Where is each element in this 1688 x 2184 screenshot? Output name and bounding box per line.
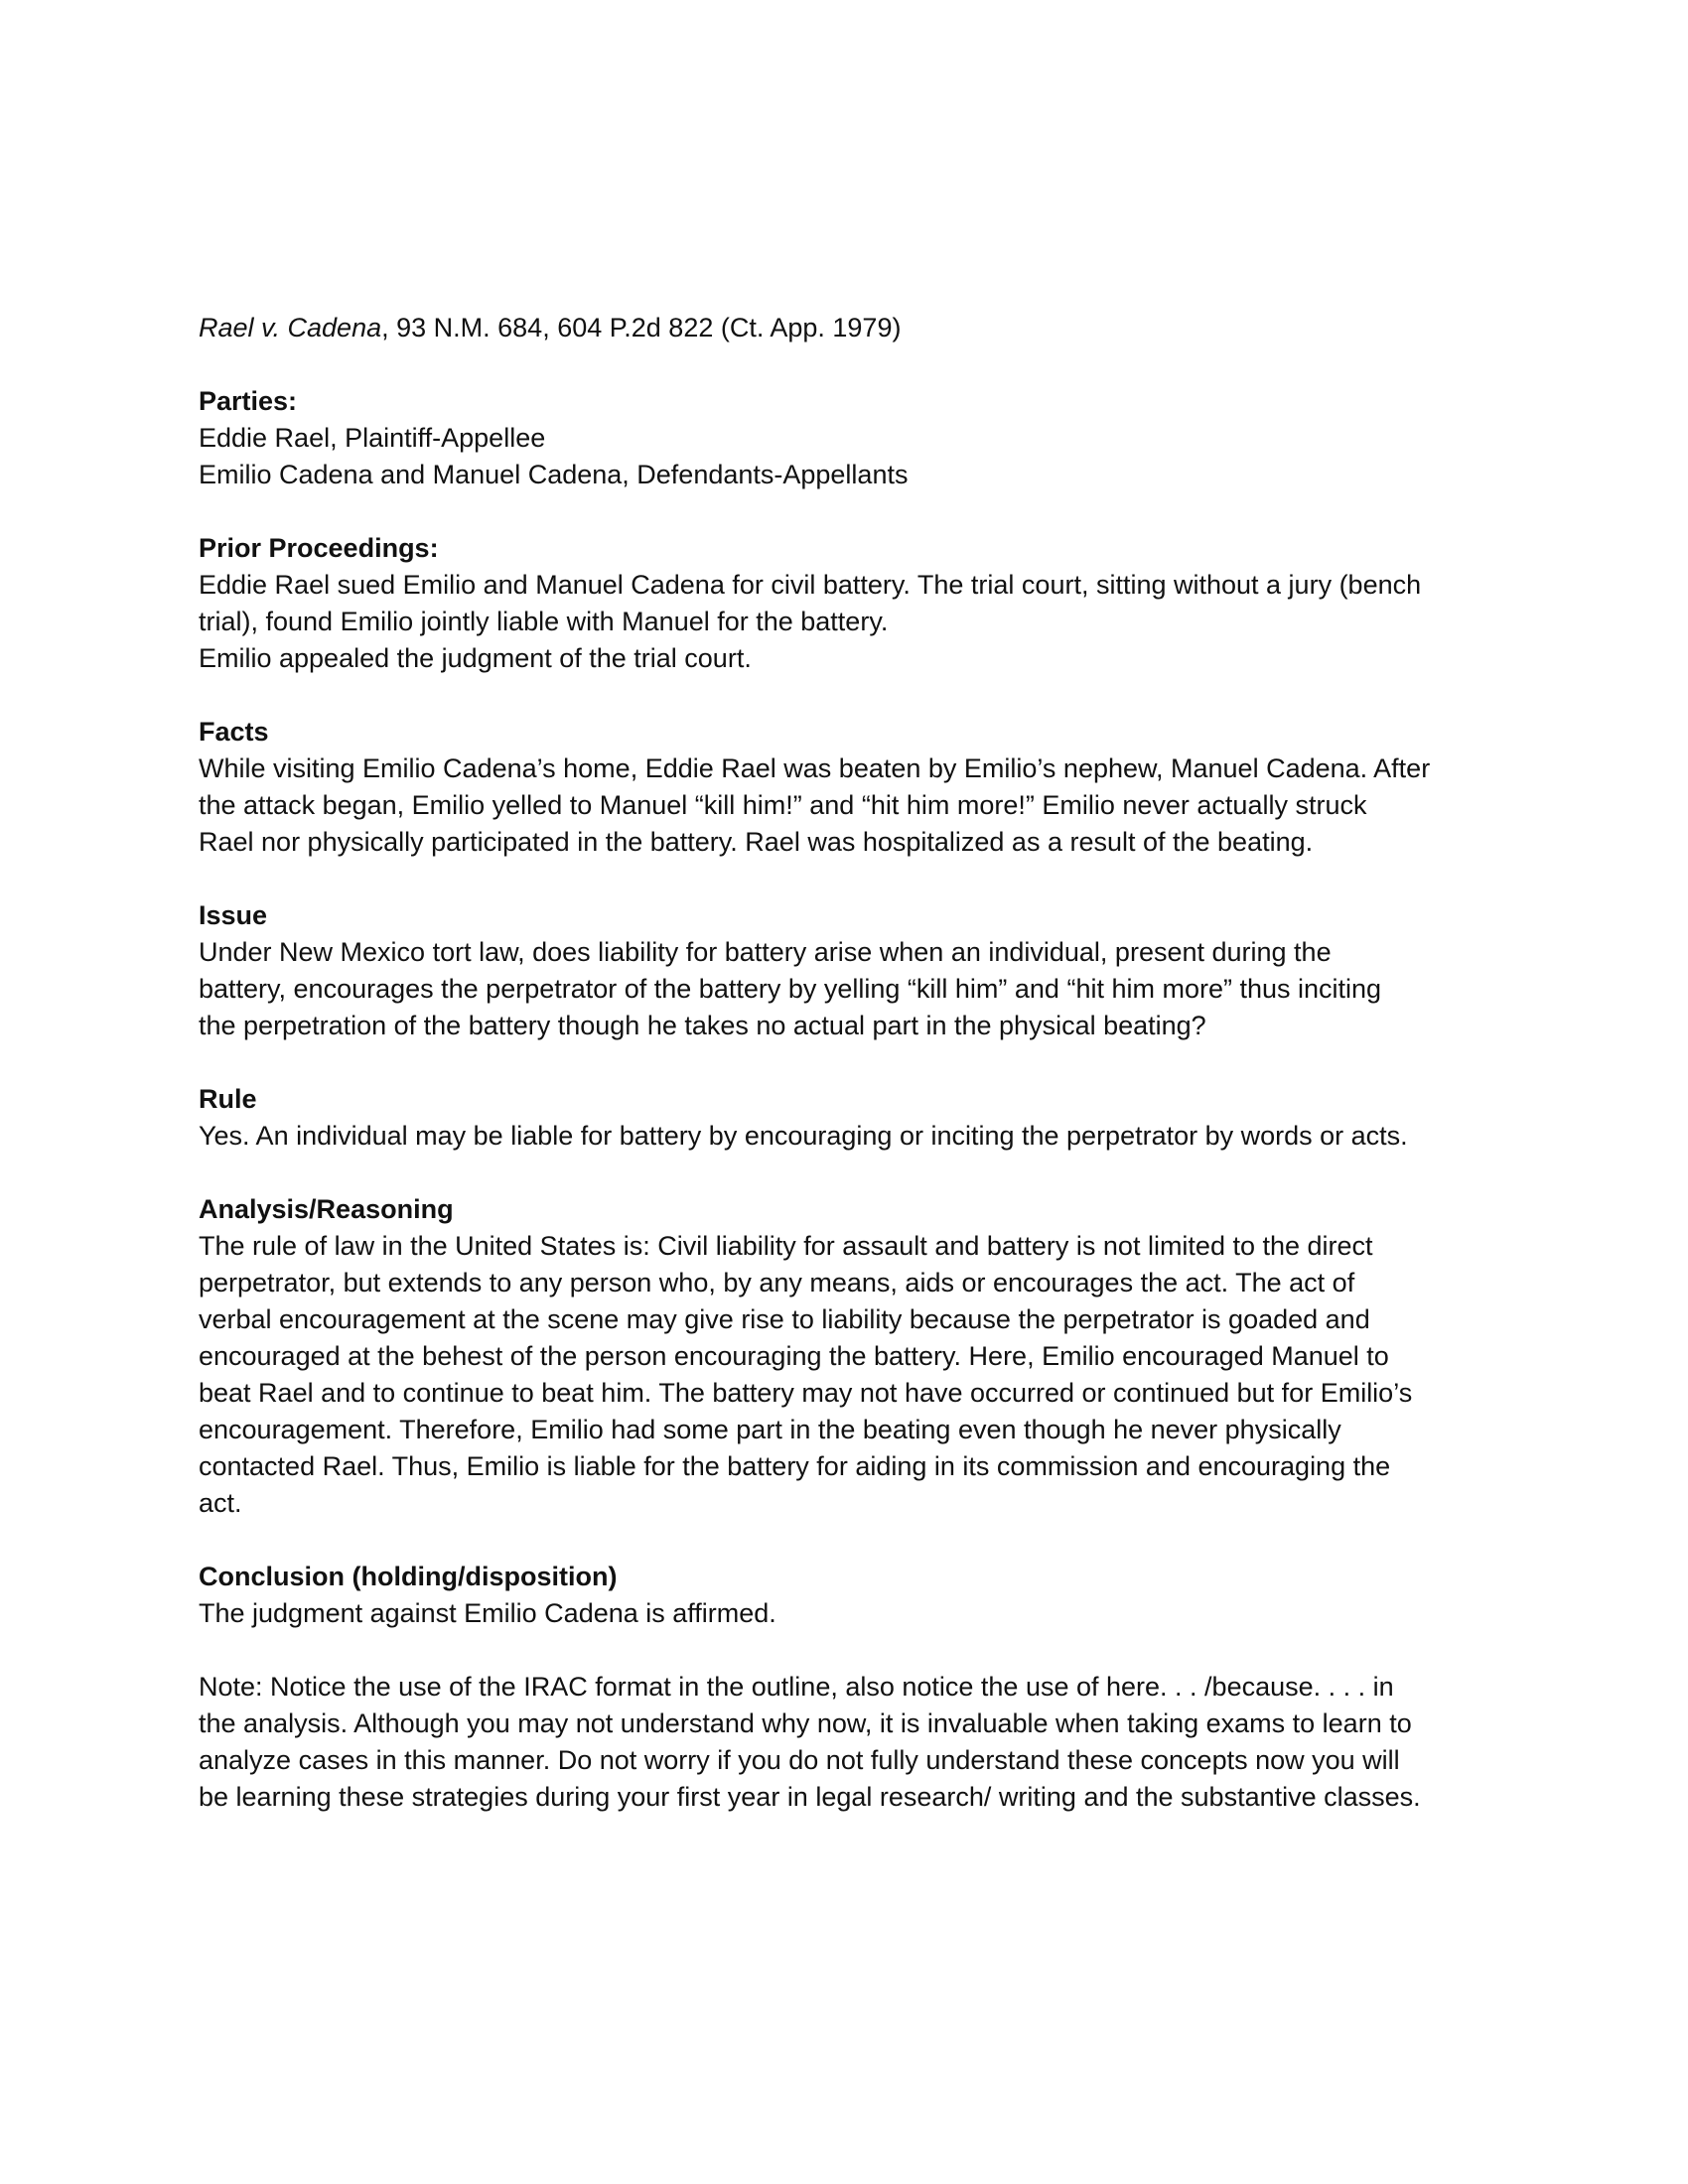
analysis-line: encouraged at the behest of the person encouraging the battery. Here, Emilio encouraged Manuel to (199, 1341, 1389, 1371)
rule-heading: Rule (199, 1084, 257, 1114)
note-section (199, 1669, 1489, 1816)
analysis-line: act. (199, 1488, 242, 1518)
conclusion-line: The judgment against Emilio Cadena is affirmed. (199, 1598, 776, 1628)
facts-heading: Facts (199, 717, 269, 747)
analysis-line: perpetrator, but extends to any person who, by any means, aids or encourages the act. The act of (199, 1268, 1355, 1297)
prior-proceedings-line: Emilio appealed the judgment of the trial court. (199, 643, 752, 673)
note-line: the analysis. Although you may not understand why now, it is invaluable when taking exams to learn to (199, 1708, 1412, 1738)
analysis-line: encouragement. Therefore, Emilio had some part in the beating even though he never physically (199, 1415, 1341, 1444)
rule-section (199, 1081, 1489, 1155)
issue-line: the perpetration of the battery though he takes no actual part in the physical beating? (199, 1011, 1206, 1040)
issue-section (199, 897, 1489, 1044)
parties-line: Emilio Cadena and Manuel Cadena, Defendants-Appellants (199, 460, 909, 489)
parties-heading: Parties: (199, 386, 298, 416)
analysis-section (199, 1191, 1489, 1522)
conclusion-section (199, 1559, 1489, 1632)
facts-section (199, 714, 1489, 861)
parties-section (199, 383, 1489, 493)
issue-heading: Issue (199, 900, 268, 930)
analysis-line: beat Rael and to continue to beat him. The battery may not have occurred or continued but for Emilio’s (199, 1378, 1413, 1408)
case-brief-document (199, 310, 1489, 1852)
rule-line: Yes. An individual may be liable for battery by encouraging or inciting the perpetrator by words or acts. (199, 1121, 1408, 1151)
analysis-line: The rule of law in the United States is: Civil liability for assault and battery is not limited to the direct (199, 1231, 1373, 1261)
case-name: Rael v. Cadena (199, 313, 382, 342)
case-reporter: , 93 N.M. 684, 604 P.2d 822 (Ct. App. 1979) (381, 313, 902, 342)
parties-line: Eddie Rael, Plaintiff-Appellee (199, 423, 546, 453)
issue-line: battery, encourages the perpetrator of the battery by yelling “kill him” and “hit him more” thus inciting (199, 974, 1382, 1004)
analysis-line: contacted Rael. Thus, Emilio is liable for the battery for aiding in its commission and encouraging the (199, 1451, 1391, 1481)
prior-proceedings-heading: Prior Proceedings: (199, 533, 439, 563)
note-line: analyze cases in this manner. Do not worry if you do not fully understand these concepts now you will (199, 1745, 1400, 1775)
facts-line: the attack began, Emilio yelled to Manuel “kill him!” and “hit him more!” Emilio never actually struck (199, 790, 1367, 820)
conclusion-heading: Conclusion (holding/disposition) (199, 1562, 618, 1591)
issue-line: Under New Mexico tort law, does liability for battery arise when an individual, present during the (199, 937, 1332, 967)
facts-line: Rael nor physically participated in the battery. Rael was hospitalized as a result of the beating. (199, 827, 1314, 857)
note-line: Note: Notice the use of the IRAC format in the outline, also notice the use of here. . . /because. . . . in (199, 1672, 1394, 1702)
prior-proceedings-section (199, 530, 1489, 677)
analysis-heading: Analysis/Reasoning (199, 1194, 454, 1224)
analysis-line: verbal encouragement at the scene may give rise to liability because the perpetrator is goaded and (199, 1304, 1370, 1334)
prior-proceedings-line: trial), found Emilio jointly liable with Manuel for the battery. (199, 607, 889, 636)
note-line: be learning these strategies during your first year in legal research/ writing and the substantive classes. (199, 1782, 1421, 1812)
facts-line: While visiting Emilio Cadena’s home, Eddie Rael was beaten by Emilio’s nephew, Manuel Cadena. After (199, 753, 1431, 783)
prior-proceedings-line: Eddie Rael sued Emilio and Manuel Cadena for civil battery. The trial court, sitting without a jury (bench (199, 570, 1422, 600)
case-citation (199, 310, 1489, 346)
